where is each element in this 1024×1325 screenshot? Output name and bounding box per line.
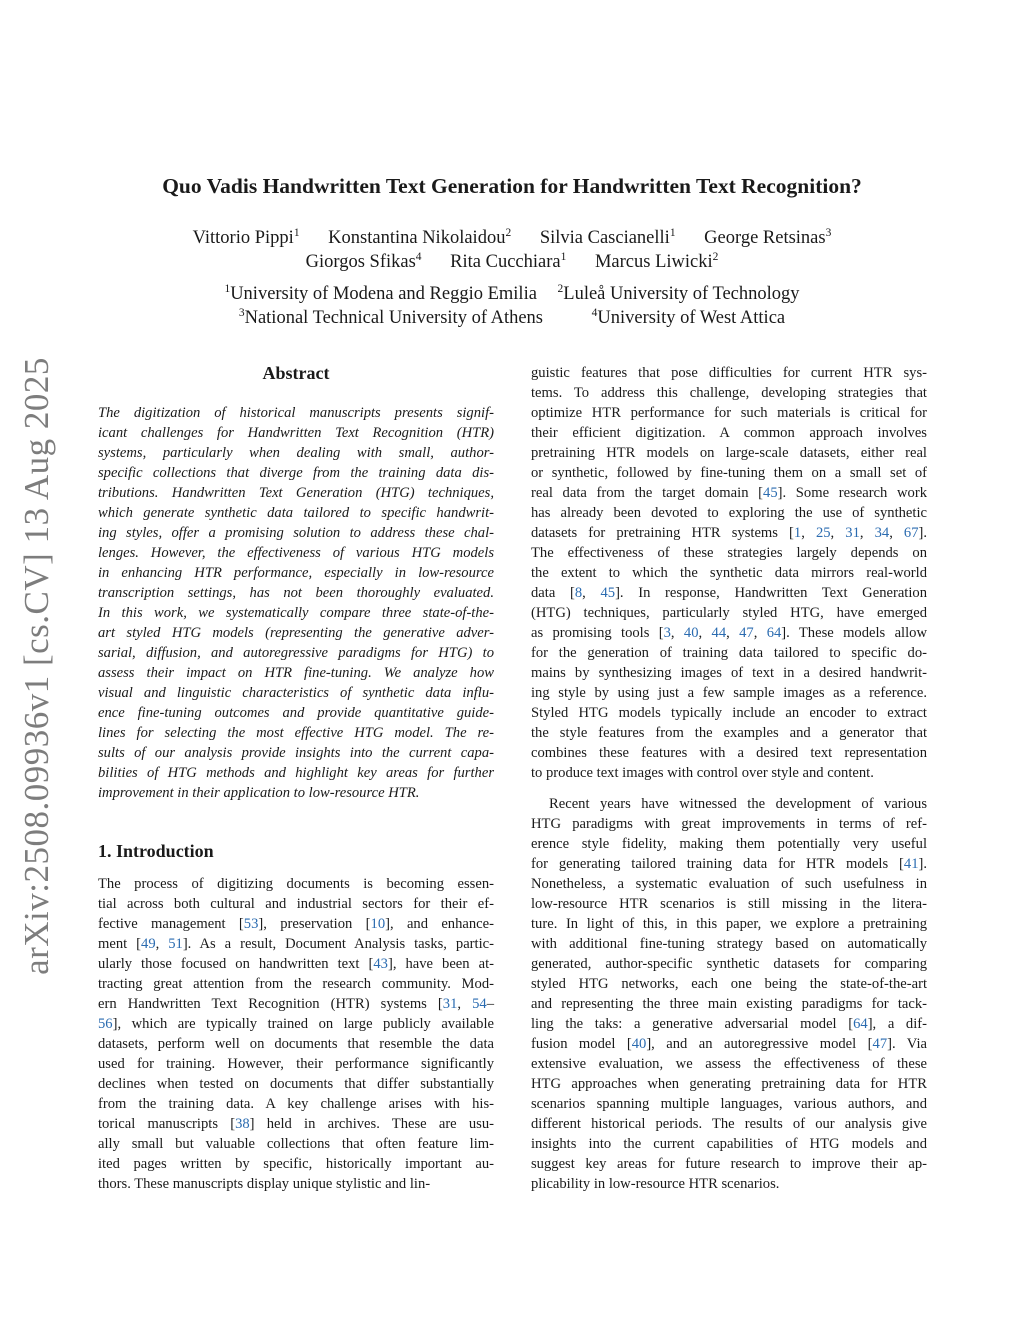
text-line	[98, 974, 494, 994]
text-segment: ,	[889, 525, 904, 541]
text-line	[98, 443, 494, 463]
text-segment: the extent to which the synthetic data mirrors real-world	[531, 565, 927, 581]
citation-link[interactable]: 8	[574, 585, 583, 601]
citation-link[interactable]: 56	[98, 1016, 113, 1032]
text-line	[531, 683, 927, 703]
text-segment: ling the taks: a generative adversarial model [	[531, 1016, 854, 1032]
text-line	[98, 463, 494, 483]
text-segment: datasets for pretraining HTR systems [	[531, 525, 794, 541]
affiliation-list	[60, 282, 964, 330]
text-segment: to produce text images with control over style and content.	[531, 765, 874, 781]
citation-link[interactable]: 67	[903, 525, 919, 541]
text-line	[531, 1074, 927, 1094]
text-segment: lenges. However, the effectiveness of various HTG models	[98, 545, 494, 561]
text-segment: pretraining HTR models on large-scale datasets, either real	[531, 445, 927, 461]
text-line	[98, 663, 494, 683]
citation-link[interactable]: 43	[373, 956, 388, 972]
text-segment: in enhancing HTR performance, especially in low-resource	[98, 565, 494, 581]
text-line	[531, 894, 927, 914]
text-segment: ,	[670, 625, 684, 641]
text-segment: –	[486, 996, 494, 1012]
text-line	[531, 603, 927, 623]
text-line	[98, 543, 494, 563]
text-segment: with additional fine-tuning strategy based on automatically	[531, 936, 927, 952]
text-line	[531, 1094, 927, 1114]
citation-link[interactable]: 51	[168, 936, 183, 952]
text-line	[98, 603, 494, 623]
text-line	[531, 1054, 927, 1074]
text-line	[531, 1034, 927, 1054]
text-line	[98, 763, 494, 783]
citation-link[interactable]: 44	[711, 625, 727, 641]
text-segment: specific collections that diverge from the training data dis-	[98, 465, 494, 481]
author: Marcus Liwicki$^2$	[594, 250, 719, 272]
text-segment: ment [	[98, 936, 142, 952]
text-segment: ,	[859, 525, 875, 541]
text-line	[98, 1134, 494, 1154]
text-segment: sarial, diffusion, and autoregressive paradigms for HTG) to	[98, 645, 494, 661]
text-line	[531, 443, 927, 463]
text-line	[531, 483, 927, 503]
text-line	[531, 834, 927, 854]
citation-link[interactable]: 40	[631, 1036, 647, 1052]
text-segment: extensive evaluation, we assess the effectiveness of these	[531, 1056, 927, 1072]
text-segment: ], a dif-	[867, 1016, 927, 1032]
text-line	[531, 383, 927, 403]
citation-link[interactable]: 45	[763, 485, 778, 501]
citation-link[interactable]: 47	[739, 625, 754, 641]
text-segment: ,	[155, 936, 169, 952]
text-segment: ], have been at-	[387, 956, 494, 972]
citation-link[interactable]: 40	[683, 625, 699, 641]
text-segment: ited pages written by specific, historically important au-	[98, 1156, 494, 1172]
text-segment: scenarios spanning multiple languages, various authors, and	[531, 1096, 927, 1112]
text-segment: ture. In light of this, in this paper, we explore a pretraining	[531, 916, 927, 932]
text-line	[531, 703, 927, 723]
text-segment: and representing the three main existing paradigms for tack-	[531, 996, 927, 1012]
citation-link[interactable]: 53	[243, 916, 259, 932]
text-line	[98, 1074, 494, 1094]
text-line	[98, 1154, 494, 1174]
text-segment: tial across both cultural and industrial sectors for their ef-	[98, 896, 494, 912]
text-line	[531, 1014, 927, 1034]
author: Giorgos Sfikas$^4$	[305, 250, 422, 272]
text-segment: data [	[531, 585, 575, 601]
text-segment: ] held in archives. These are usu-	[249, 1116, 494, 1132]
right-column-paragraph-1	[531, 363, 927, 783]
author-row-1	[60, 226, 964, 250]
text-segment: used for training. However, their performance significantly	[98, 1056, 494, 1072]
text-line	[98, 1014, 494, 1034]
text-segment: styled HTG networks, each one being the state-of-the-art	[531, 976, 927, 992]
text-line	[98, 954, 494, 974]
author: Rita Cucchiara$^1$	[450, 250, 567, 272]
text-segment: tems. To address this challenge, developing strategies that	[531, 385, 927, 401]
text-line	[531, 1174, 927, 1194]
text-segment: their efficient digitization. A common approach involves	[531, 425, 927, 441]
text-line	[98, 874, 494, 894]
text-line	[98, 1114, 494, 1134]
author-row-2	[60, 250, 964, 274]
introduction-body	[98, 874, 494, 1194]
text-segment: ,	[753, 625, 767, 641]
text-segment: guistic features that pose difficulties for current HTR sys-	[531, 365, 927, 381]
text-segment: ]. These models allow	[781, 625, 928, 641]
text-segment: improvement in their application to low-resource HTR.	[98, 785, 420, 801]
text-line	[531, 1154, 927, 1174]
text-segment: Nonetheless, a systematic evaluation of such usefulness in	[531, 876, 927, 892]
affiliation: $^3$National Technical University of Athens	[238, 306, 543, 328]
introduction-heading: 1. Introduction	[98, 841, 214, 861]
text-line	[98, 703, 494, 723]
citation-link[interactable]: 47	[872, 1036, 888, 1052]
affiliation-row-2	[60, 306, 964, 330]
text-segment: bilities of HTG methods and highlight key areas for further	[98, 765, 494, 781]
text-line	[98, 683, 494, 703]
text-line	[531, 954, 927, 974]
text-segment: mains by synthesizing images of text in a desired handwrit-	[531, 665, 927, 681]
text-segment: fective management [	[98, 916, 244, 932]
text-segment: suggest key areas for future research to improve their ap-	[531, 1156, 927, 1172]
text-segment: Recent years have witnessed the development of various	[549, 796, 927, 812]
text-segment: ]. In response, Handwritten Text Generation	[615, 585, 928, 601]
text-segment: sults of our analysis provide insights into the current capa-	[98, 745, 494, 761]
affiliation: $^4$University of West Attica	[591, 306, 786, 328]
text-segment: from the training data. A key challenge arises with his-	[98, 1096, 494, 1112]
abstract-heading: Abstract	[262, 363, 330, 383]
text-line	[98, 583, 494, 603]
text-line	[531, 723, 927, 743]
text-line	[98, 1094, 494, 1114]
text-segment: ], preservation [	[258, 916, 371, 932]
text-line	[531, 503, 927, 523]
text-line	[98, 483, 494, 503]
text-segment: In this work, we systematically compare three state-of-the-	[98, 605, 494, 621]
text-segment: ularly those focused on handwritten text [	[98, 956, 374, 972]
affiliation: $^2$Luleå University of Technology	[557, 282, 800, 304]
text-line	[98, 403, 494, 423]
text-line	[531, 643, 927, 663]
citation-link[interactable]: 31	[845, 525, 860, 541]
text-line	[531, 463, 927, 483]
text-segment: for generating tailored training data for HTR models [	[531, 856, 904, 872]
text-line	[531, 403, 927, 423]
text-line	[531, 623, 927, 643]
text-line	[98, 723, 494, 743]
text-line	[98, 934, 494, 954]
text-segment: ]. Via	[887, 1036, 927, 1052]
text-segment: ]. Some research work	[777, 485, 928, 501]
text-segment: ,	[801, 525, 816, 541]
text-segment: HTG paradigms with great improvements in terms of ref-	[531, 816, 927, 832]
text-segment: assess their impact on HTR fine-tuning. We analyze how	[98, 665, 494, 681]
text-line	[531, 934, 927, 954]
text-segment: tributions. Handwritten Text Generation (HTG) techniques,	[98, 485, 494, 501]
citation-link[interactable]: 10	[370, 916, 386, 932]
text-line	[531, 794, 927, 814]
citation-link[interactable]: 45	[600, 585, 616, 601]
text-segment: or synthetic, followed by fine-tuning them on a small set of	[531, 465, 927, 481]
text-line	[98, 1054, 494, 1074]
text-segment: ing styles, offer a promising solution to address these chal-	[98, 525, 494, 541]
text-segment: ing style by using just a few sample images as a reference.	[531, 685, 927, 701]
text-line	[531, 523, 927, 543]
text-segment: The process of digitizing documents is becoming essen-	[98, 876, 494, 892]
text-line	[98, 523, 494, 543]
citation-link[interactable]: 49	[141, 936, 156, 952]
text-segment: ,	[582, 585, 601, 601]
text-segment: low-resource HTR scenarios is still missing in the litera-	[531, 896, 927, 912]
text-segment: fusion model [	[531, 1036, 632, 1052]
text-line	[531, 763, 927, 783]
text-segment: The digitization of historical manuscripts presents signif-	[98, 405, 494, 421]
text-segment: generated, author-specific synthetic datasets for comparing	[531, 956, 927, 972]
text-line	[98, 563, 494, 583]
text-segment: visual and linguistic characteristics of synthetic data influ-	[98, 685, 494, 701]
text-segment: lines for selecting the most effective HTG model. The re-	[98, 725, 494, 741]
text-line	[531, 423, 927, 443]
text-segment: ], which are typically trained on large publicly available	[112, 1016, 494, 1032]
text-line	[98, 783, 494, 803]
citation-link[interactable]: 25	[815, 525, 831, 541]
text-segment: has already been devoted to exploring the use of synthetic	[531, 505, 927, 521]
text-line	[98, 1174, 494, 1194]
text-segment: HTG approaches when generating pretraining data for HTR	[531, 1076, 927, 1092]
arxiv-identifier-stamp	[6, 357, 68, 975]
citation-link[interactable]: 3	[663, 625, 671, 641]
text-line	[531, 874, 927, 894]
text-segment: for the generation of training data tailored to specific do-	[531, 645, 927, 661]
text-segment: ,	[830, 525, 846, 541]
text-line	[531, 914, 927, 934]
paper-title: Quo Vadis Handwritten Text Generation for Handwritten Text Recognition?	[162, 174, 862, 198]
text-line	[531, 543, 927, 563]
text-segment: systems, particularly when dealing with small, author-	[98, 445, 494, 461]
text-line	[531, 814, 927, 834]
author: Vittorio Pippi$^1$	[192, 226, 300, 248]
text-segment: plicability in low-resource HTR scenarios.	[531, 1176, 780, 1192]
text-line	[98, 994, 494, 1014]
text-segment: tracting great attention from the research community. Mod-	[98, 976, 494, 992]
text-segment: ,	[726, 625, 740, 641]
text-line	[98, 894, 494, 914]
text-line	[531, 854, 927, 874]
text-line	[98, 1034, 494, 1054]
text-line	[98, 914, 494, 934]
citation-link[interactable]: 31	[442, 996, 458, 1012]
text-segment: (HTG) techniques, particularly styled HTG, have emerged	[531, 605, 927, 621]
text-line	[531, 1114, 927, 1134]
text-segment: art styled HTG models (representing the generative adver-	[98, 625, 494, 641]
right-column-paragraph-2	[531, 794, 927, 1194]
text-line	[531, 1134, 927, 1154]
text-segment: icant challenges for Handwritten Text Recognition (HTR)	[98, 425, 494, 441]
text-line	[98, 743, 494, 763]
citation-link[interactable]: 64	[766, 625, 782, 641]
arxiv-identifier-text: arXiv:2508.09936v1 [cs.CV] 13 Aug 2025	[17, 357, 57, 975]
text-segment: The effectiveness of these strategies largely depends on	[531, 545, 927, 561]
citation-link[interactable]: 34	[874, 525, 890, 541]
text-segment: ], and an autoregressive model [	[646, 1036, 873, 1052]
text-segment: different historical periods. The results of our analysis give	[531, 1116, 927, 1132]
text-segment: ], and enhance-	[385, 916, 494, 932]
text-segment: erence style fidelity, making them potentially very useful	[531, 836, 927, 852]
abstract-body	[98, 403, 494, 803]
text-segment: datasets, perform well on documents that resemble the data	[98, 1036, 494, 1052]
text-segment: as promising tools [	[531, 625, 664, 641]
text-segment: ence fine-tuning outcomes and provide quantitative guide-	[98, 705, 494, 721]
text-segment: thors. These manuscripts display unique stylistic and lin-	[98, 1176, 431, 1192]
text-segment: ].	[918, 525, 928, 541]
affiliation-row-1	[60, 282, 964, 306]
text-segment: ,	[457, 996, 473, 1012]
text-segment: optimize HTR performance for such materials is critical for	[531, 405, 927, 421]
text-line	[531, 563, 927, 583]
citation-link[interactable]: 41	[903, 856, 919, 872]
text-line	[531, 743, 927, 763]
author: Konstantina Nikolaidou$^2$	[328, 226, 512, 248]
text-segment: ern Handwritten Text Recognition (HTR) systems [	[98, 996, 443, 1012]
text-segment: real data from the target domain [	[531, 485, 764, 501]
text-segment: transcription settings, has not been thoroughly evaluated.	[98, 585, 494, 601]
text-line	[98, 643, 494, 663]
text-segment: combines these features with a desired text representation	[531, 745, 927, 761]
author-list	[60, 226, 964, 274]
affiliation: $^1$University of Modena and Reggio Emilia	[224, 282, 537, 304]
text-line	[531, 583, 927, 603]
text-line	[98, 503, 494, 523]
text-segment: Styled HTG models typically include an encoder to extract	[531, 705, 927, 721]
text-segment: ,	[698, 625, 712, 641]
text-line	[531, 363, 927, 383]
text-segment: the style features from the examples and a generator that	[531, 725, 927, 741]
text-segment: ally small but valuable collections that often feature lim-	[98, 1136, 494, 1152]
text-segment: torical manuscripts [	[98, 1116, 236, 1132]
text-segment: insights into the current capabilities of HTG models and	[531, 1136, 927, 1152]
citation-link[interactable]: 64	[853, 1016, 868, 1032]
text-segment: which generate synthetic data tailored to specific handwrit-	[98, 505, 494, 521]
text-segment: ]. As a result, Document Analysis tasks, partic-	[182, 936, 494, 952]
text-line	[98, 423, 494, 443]
text-segment: declines when tested on documents that differ substantially	[98, 1076, 494, 1092]
citation-link[interactable]: 1	[793, 525, 802, 541]
text-line	[531, 663, 927, 683]
citation-link[interactable]: 54	[472, 996, 487, 1012]
text-line	[98, 623, 494, 643]
author: Silvia Cascianelli$^1$	[539, 226, 676, 248]
text-line	[531, 994, 927, 1014]
author: George Retsinas$^3$	[704, 226, 832, 248]
text-line	[531, 974, 927, 994]
text-segment: ].	[918, 856, 927, 872]
citation-link[interactable]: 38	[235, 1116, 250, 1132]
